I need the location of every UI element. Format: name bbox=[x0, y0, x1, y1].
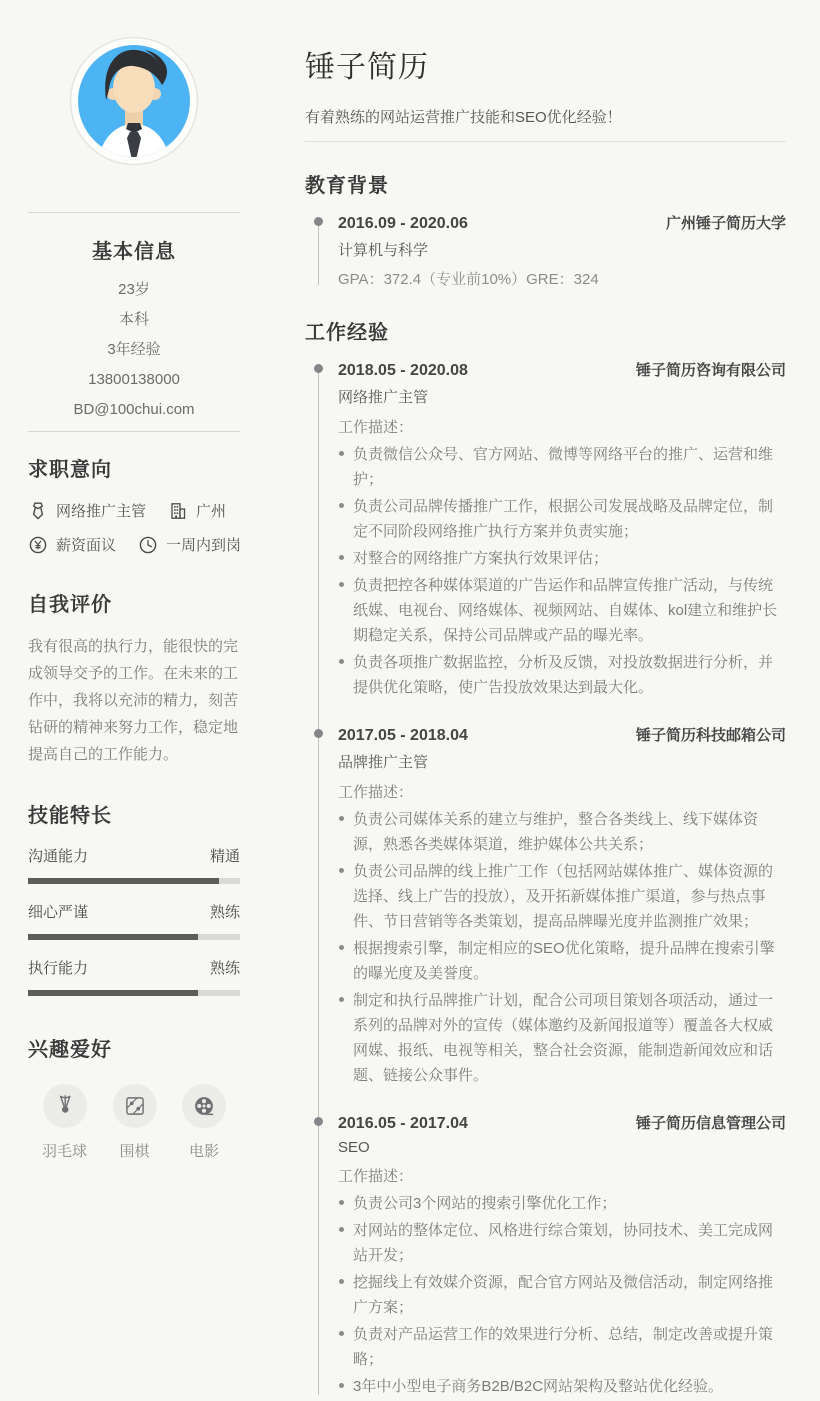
basic-info-phone: 13800138000 bbox=[88, 371, 180, 388]
intent-city bbox=[168, 500, 226, 521]
page-subtitle: 有着熟练的网站运营推广技能和SEO优化经验！ bbox=[305, 109, 622, 126]
movie-reel-icon bbox=[191, 1093, 217, 1119]
self-evaluation-text: 我有很高的执行力，能很快的完成领导交予的工作。在未来的工作中，我将以充沛的精力，刻苦钻研的精神来努力工作，稳定地提高自己的工作能力。 bbox=[28, 638, 239, 763]
skill-name: 执行能力 bbox=[28, 960, 89, 977]
experience-period: 2018.05 - 2020.08 bbox=[338, 362, 468, 379]
badminton-icon bbox=[52, 1093, 78, 1119]
experience-role: SEO bbox=[338, 1139, 370, 1156]
education-title: 教育背景 bbox=[305, 175, 389, 197]
bullet-item: 负责公司3个网站的搜索引擎优化工作； bbox=[338, 1191, 786, 1216]
hobby-item bbox=[182, 1084, 226, 1161]
hobby-item bbox=[113, 1084, 157, 1161]
intent-availability bbox=[138, 534, 241, 555]
experience-desc-label: 工作描述： bbox=[338, 419, 414, 436]
self-evaluation-title: 自我评价 bbox=[28, 594, 112, 616]
basic-info-email: BD@100chui.com bbox=[73, 401, 195, 418]
hobby-label: 羽毛球 bbox=[42, 1143, 88, 1160]
experience-entry bbox=[338, 1112, 786, 1399]
bullet-item: 制定和执行品牌推广计划，配合公司项目策划各项活动，通过一系列的品牌对外的宣传（媒体邀约及新闻报道等）覆盖各大权威网媒、报纸、电视等相关，整合社会资源，能制造新闻效应和话题、链接公众事件。 bbox=[338, 988, 786, 1088]
bullet-item: 负责公司品牌的线上推广工作（包括网站媒体推广、媒体资源的选择、线上广告的投放），及开拓新媒体推广渠道，参与热点事件、节日营销等各类策划，提高品牌曝光度并监测推广效果； bbox=[338, 859, 786, 934]
sidebar bbox=[28, 0, 240, 1161]
job-intention bbox=[28, 500, 240, 555]
salary-yuan-icon bbox=[28, 535, 48, 555]
go-board-icon bbox=[122, 1093, 148, 1119]
bullet-item: 负责对产品运营工作的效果进行分析、总结，制定改善或提升策略； bbox=[338, 1322, 786, 1372]
experience-bullets bbox=[338, 807, 786, 1088]
experience-timeline bbox=[305, 359, 786, 1399]
skill-item bbox=[28, 901, 240, 940]
education-school: 广州锤子简历大学 bbox=[665, 215, 786, 232]
hobbies-title: 兴趣爱好 bbox=[28, 1039, 112, 1061]
intent-salary bbox=[28, 534, 116, 555]
experience-period: 2017.05 - 2018.04 bbox=[338, 727, 468, 744]
divider bbox=[28, 212, 240, 213]
basic-info-list bbox=[28, 281, 240, 418]
main-column bbox=[305, 0, 786, 1401]
skill-bar-fill bbox=[28, 878, 219, 884]
hobby-item bbox=[42, 1084, 87, 1161]
bullet-item: 负责公司品牌传播推广工作，根据公司发展战略及品牌定位，制定不同阶段网络推广执行方案并负责实施； bbox=[338, 494, 786, 544]
skill-level: 精通 bbox=[209, 848, 240, 865]
experience-title: 工作经验 bbox=[305, 322, 389, 344]
education-period: 2016.09 - 2020.06 bbox=[338, 215, 468, 232]
skill-bar-fill bbox=[28, 934, 198, 940]
skill-name: 沟通能力 bbox=[28, 848, 89, 865]
intent-salary-label: 薪资面议 bbox=[56, 537, 117, 554]
experience-entry bbox=[338, 724, 786, 1088]
skill-bar-track bbox=[28, 934, 240, 940]
page-title: 锤子简历 bbox=[305, 51, 429, 84]
bullet-item: 对网站的整体定位、风格进行综合策划，协同技术、美工完成网站开发； bbox=[338, 1218, 786, 1268]
bullet-item: 负责各项推广数据监控，分析及反馈，对投放数据进行分析，并提供优化策略，使广告投放效果达到最大化。 bbox=[338, 650, 786, 700]
experience-company: 锤子简历科技邮箱公司 bbox=[635, 727, 786, 744]
skill-name: 细心严谨 bbox=[28, 904, 89, 921]
skills-list bbox=[28, 845, 240, 996]
hobby-circle bbox=[113, 1084, 157, 1128]
skill-bar-track bbox=[28, 878, 240, 884]
building-icon bbox=[168, 501, 188, 521]
experience-role: 品牌推广主管 bbox=[338, 754, 429, 771]
hobby-circle bbox=[43, 1084, 87, 1128]
bullet-item: 对整合的网络推广方案执行效果评估； bbox=[338, 546, 786, 571]
tie-icon bbox=[28, 501, 48, 521]
clock-icon bbox=[138, 535, 158, 555]
divider bbox=[28, 431, 240, 432]
experience-bullets bbox=[338, 1191, 786, 1399]
skill-bar-track bbox=[28, 990, 240, 996]
avatar bbox=[69, 36, 199, 166]
bullet-item: 3年中小型电子商务B2B/B2C网站架构及整站优化经验。 bbox=[338, 1374, 786, 1399]
skills-title: 技能特长 bbox=[28, 805, 112, 827]
skill-level: 熟练 bbox=[209, 960, 240, 977]
basic-info-degree: 本科 bbox=[118, 311, 149, 328]
experience-role: 网络推广主管 bbox=[338, 389, 429, 406]
hobby-label: 围棋 bbox=[119, 1143, 150, 1160]
intent-city-label: 广州 bbox=[196, 503, 227, 520]
skill-item bbox=[28, 957, 240, 996]
basic-info-age: 23岁 bbox=[118, 281, 150, 298]
basic-info-experience: 3年经验 bbox=[107, 341, 161, 358]
intent-availability-label: 一周内到岗 bbox=[166, 537, 242, 554]
bullet-item: 负责把控各种媒体渠道的广告运作和品牌宣传推广活动，与传统纸媒、电视台、网络媒体、视频网站、自媒体、kol建立和维护长期稳定关系，保持公司品牌或产品的曝光率。 bbox=[338, 573, 786, 648]
divider bbox=[305, 141, 786, 142]
education-entry bbox=[338, 212, 786, 289]
experience-company: 锤子简历咨询有限公司 bbox=[635, 362, 786, 379]
experience-desc-label: 工作描述： bbox=[338, 1168, 414, 1185]
skill-bar-fill bbox=[28, 990, 198, 996]
education-timeline bbox=[305, 212, 786, 289]
education-detail: GPA：372.4（专业前10%）GRE：324 bbox=[338, 271, 599, 288]
job-intention-title: 求职意向 bbox=[28, 459, 112, 481]
experience-bullets bbox=[338, 442, 786, 700]
skill-item bbox=[28, 845, 240, 884]
education-major: 计算机与科学 bbox=[338, 242, 429, 259]
basic-info-title: 基本信息 bbox=[92, 241, 176, 263]
skill-level: 熟练 bbox=[209, 904, 240, 921]
intent-position bbox=[28, 500, 146, 521]
hobby-label: 电影 bbox=[188, 1143, 219, 1160]
hobbies-list bbox=[28, 1084, 240, 1161]
bullet-item: 根据搜索引擎，制定相应的SEO优化策略，提升品牌在搜索引擎的曝光度及美誉度。 bbox=[338, 936, 786, 986]
avatar-illustration bbox=[69, 36, 199, 166]
bullet-item: 挖掘线上有效媒介资源，配合官方网站及微信活动，制定网络推广方案； bbox=[338, 1270, 786, 1320]
hobby-circle bbox=[182, 1084, 226, 1128]
bullet-item: 负责公司媒体关系的建立与维护，整合各类线上、线下媒体资源，熟悉各类媒体渠道，维护媒体公共关系； bbox=[338, 807, 786, 857]
experience-company: 锤子简历信息管理公司 bbox=[635, 1115, 786, 1132]
experience-desc-label: 工作描述： bbox=[338, 784, 414, 801]
bullet-item: 负责微信公众号、官方网站、微博等网络平台的推广、运营和维护； bbox=[338, 442, 786, 492]
intent-position-label: 网络推广主管 bbox=[56, 503, 147, 520]
experience-period: 2016.05 - 2017.04 bbox=[338, 1115, 468, 1132]
experience-entry bbox=[338, 359, 786, 700]
